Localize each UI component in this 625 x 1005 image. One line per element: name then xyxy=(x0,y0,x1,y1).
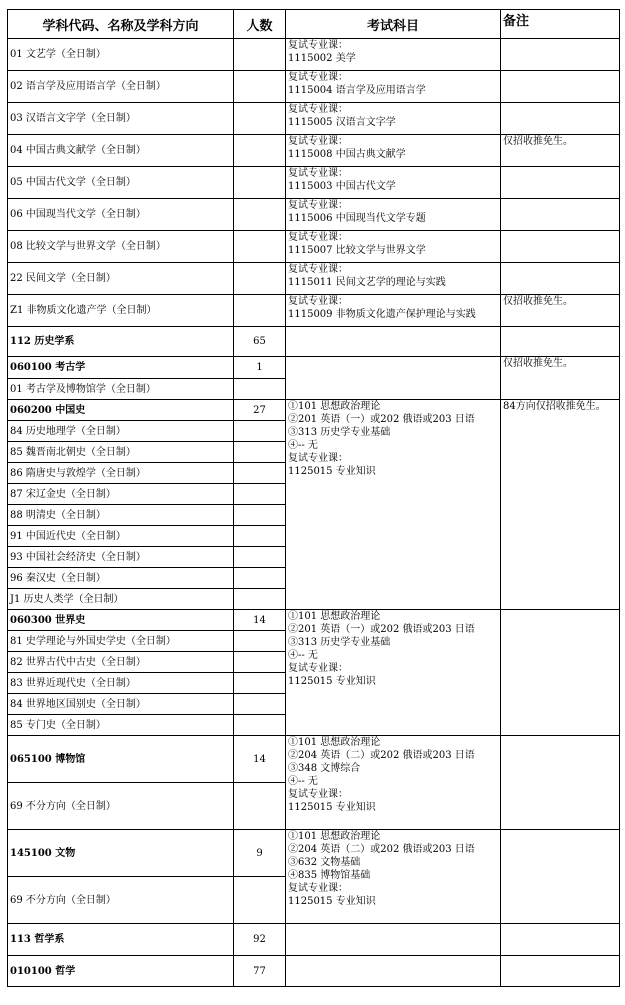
exam-cell: 复试专业课： 1115011 民间文艺学的理论与实践 xyxy=(286,263,501,295)
count-cell: 1 xyxy=(234,357,286,379)
count-cell: 77 xyxy=(234,956,286,987)
exam-cell: 复试专业课： 1115003 中国古代文学 xyxy=(286,167,501,199)
count-cell xyxy=(234,231,286,263)
table-row xyxy=(8,71,620,103)
table-row xyxy=(8,135,620,167)
exam-cell xyxy=(286,956,501,987)
count-cell xyxy=(234,442,286,463)
count-cell xyxy=(234,199,286,231)
count-cell: 9 xyxy=(234,830,286,877)
header-discipline: 学科代码、名称及学科方向 xyxy=(8,10,234,39)
note-cell xyxy=(501,263,620,295)
exam-cell: ①101 思想政治理论 ②204 英语（二）或202 俄语或203 日语 ③348 文博综合 ④-- 无 复试专业课： 1125015 专业知识 xyxy=(286,736,501,830)
department-name: 112 历史学系 xyxy=(8,327,234,357)
discipline-name: 065100 博物馆 xyxy=(8,736,234,783)
exam-cell: 复试专业课： 1115005 汉语言文字学 xyxy=(286,103,501,135)
direction-name: 02 语言学及应用语言学（全日制） xyxy=(8,71,234,103)
direction-name: Z1 非物质文化遗产学（全日制） xyxy=(8,295,234,327)
table-row xyxy=(8,295,620,327)
table-header-row xyxy=(8,10,620,39)
direction-name: 86 隋唐史与敦煌学（全日制） xyxy=(8,463,234,484)
direction-name: 82 世界古代中古史（全日制） xyxy=(8,652,234,673)
exam-cell: ①101 思想政治理论 ②201 英语（一）或202 俄语或203 日语 ③313 历史学专业基础 ④-- 无 复试专业课： 1125015 专业知识 xyxy=(286,610,501,736)
header-count: 人数 xyxy=(234,10,286,39)
direction-name: 93 中国社会经济史（全日制） xyxy=(8,547,234,568)
direction-name: 03 汉语言文字学（全日制） xyxy=(8,103,234,135)
count-cell xyxy=(234,484,286,505)
direction-name: 08 比较文学与世界文学（全日制） xyxy=(8,231,234,263)
discipline-row xyxy=(8,357,620,379)
count-cell xyxy=(234,39,286,71)
direction-name: 01 考古学及博物馆学（全日制） xyxy=(8,379,234,400)
note-cell xyxy=(501,327,620,357)
count-cell xyxy=(234,652,286,673)
note-cell: 仅招收推免生。 xyxy=(501,357,620,400)
direction-name: 88 明清史（全日制） xyxy=(8,505,234,526)
direction-name: 84 历史地理学（全日制） xyxy=(8,421,234,442)
direction-name: 05 中国古代文学（全日制） xyxy=(8,167,234,199)
count-cell xyxy=(234,71,286,103)
count-cell xyxy=(234,589,286,610)
direction-name: 01 文艺学（全日制） xyxy=(8,39,234,71)
direction-name: 84 世界地区国别史（全日制） xyxy=(8,694,234,715)
note-cell xyxy=(501,71,620,103)
count-cell: 14 xyxy=(234,610,286,631)
count-cell xyxy=(234,715,286,736)
note-cell xyxy=(501,39,620,71)
table-row xyxy=(8,199,620,231)
count-cell xyxy=(234,167,286,199)
direction-name: 85 魏晋南北朝史（全日制） xyxy=(8,442,234,463)
note-cell xyxy=(501,924,620,956)
direction-name: 81 史学理论与外国史学史（全日制） xyxy=(8,631,234,652)
discipline-row xyxy=(8,830,620,877)
admission-table xyxy=(7,9,620,987)
table-row xyxy=(8,39,620,71)
note-cell xyxy=(501,199,620,231)
count-cell: 65 xyxy=(234,327,286,357)
note-cell xyxy=(501,231,620,263)
note-cell xyxy=(501,610,620,736)
count-cell xyxy=(234,694,286,715)
discipline-row xyxy=(8,956,620,987)
discipline-name: 060300 世界史 xyxy=(8,610,234,631)
count-cell xyxy=(234,877,286,924)
count-cell xyxy=(234,783,286,830)
count-cell xyxy=(234,463,286,484)
discipline-name: 060200 中国史 xyxy=(8,400,234,421)
note-cell: 仅招收推免生。 xyxy=(501,135,620,167)
discipline-row xyxy=(8,736,620,783)
count-cell xyxy=(234,526,286,547)
discipline-row xyxy=(8,400,620,421)
count-cell: 92 xyxy=(234,924,286,956)
direction-name: 22 民间文学（全日制） xyxy=(8,263,234,295)
count-cell: 27 xyxy=(234,400,286,421)
note-cell: 仅招收推免生。 xyxy=(501,295,620,327)
discipline-name: 010100 哲学 xyxy=(8,956,234,987)
count-cell xyxy=(234,263,286,295)
direction-name: 87 宋辽金史（全日制） xyxy=(8,484,234,505)
count-cell xyxy=(234,568,286,589)
department-row xyxy=(8,924,620,956)
exam-cell: 复试专业课： 1115007 比较文学与世界文学 xyxy=(286,231,501,263)
count-cell: 14 xyxy=(234,736,286,783)
count-cell xyxy=(234,295,286,327)
direction-name: 04 中国古典文献学（全日制） xyxy=(8,135,234,167)
direction-name: 83 世界近现代史（全日制） xyxy=(8,673,234,694)
direction-name: 06 中国现当代文学（全日制） xyxy=(8,199,234,231)
count-cell xyxy=(234,103,286,135)
note-cell: 84方向仅招收推免生。 xyxy=(501,400,620,610)
header-exam: 考试科目 xyxy=(286,10,501,39)
exam-cell xyxy=(286,357,501,400)
exam-cell: 复试专业课： 1115002 美学 xyxy=(286,39,501,71)
note-cell xyxy=(501,830,620,924)
note-cell xyxy=(501,736,620,830)
direction-name: 69 不分方向（全日制） xyxy=(8,783,234,830)
count-cell xyxy=(234,135,286,167)
department-row xyxy=(8,327,620,357)
direction-name: 91 中国近代史（全日制） xyxy=(8,526,234,547)
note-cell xyxy=(501,103,620,135)
discipline-name: 060100 考古学 xyxy=(8,357,234,379)
exam-cell: ①101 思想政治理论 ②201 英语（一）或202 俄语或203 日语 ③313 历史学专业基础 ④-- 无 复试专业课： 1125015 专业知识 xyxy=(286,400,501,610)
exam-cell: ①101 思想政治理论 ②204 英语（二）或202 俄语或203 日语 ③632 文物基础 ④835 博物馆基础 复试专业课： 1125015 专业知识 xyxy=(286,830,501,924)
direction-name: 96 秦汉史（全日制） xyxy=(8,568,234,589)
department-name: 113 哲学系 xyxy=(8,924,234,956)
exam-cell: 复试专业课： 1115009 非物质文化遗产保护理论与实践 xyxy=(286,295,501,327)
table-row xyxy=(8,103,620,135)
count-cell xyxy=(234,505,286,526)
count-cell xyxy=(234,631,286,652)
direction-name: 69 不分方向（全日制） xyxy=(8,877,234,924)
table-row xyxy=(8,167,620,199)
note-cell xyxy=(501,956,620,987)
note-cell xyxy=(501,167,620,199)
exam-cell xyxy=(286,327,501,357)
exam-cell: 复试专业课： 1115008 中国古典文献学 xyxy=(286,135,501,167)
table-row xyxy=(8,263,620,295)
direction-name: 85 专门史（全日制） xyxy=(8,715,234,736)
direction-name: J1 历史人类学（全日制） xyxy=(8,589,234,610)
count-cell xyxy=(234,673,286,694)
exam-cell: 复试专业课： 1115006 中国现当代文学专题 xyxy=(286,199,501,231)
discipline-name: 145100 文物 xyxy=(8,830,234,877)
discipline-row xyxy=(8,610,620,631)
count-cell xyxy=(234,379,286,400)
table-row xyxy=(8,231,620,263)
count-cell xyxy=(234,421,286,442)
count-cell xyxy=(234,547,286,568)
exam-cell: 复试专业课： 1115004 语言学及应用语言学 xyxy=(286,71,501,103)
header-note: 备注 xyxy=(501,10,620,39)
exam-cell xyxy=(286,924,501,956)
